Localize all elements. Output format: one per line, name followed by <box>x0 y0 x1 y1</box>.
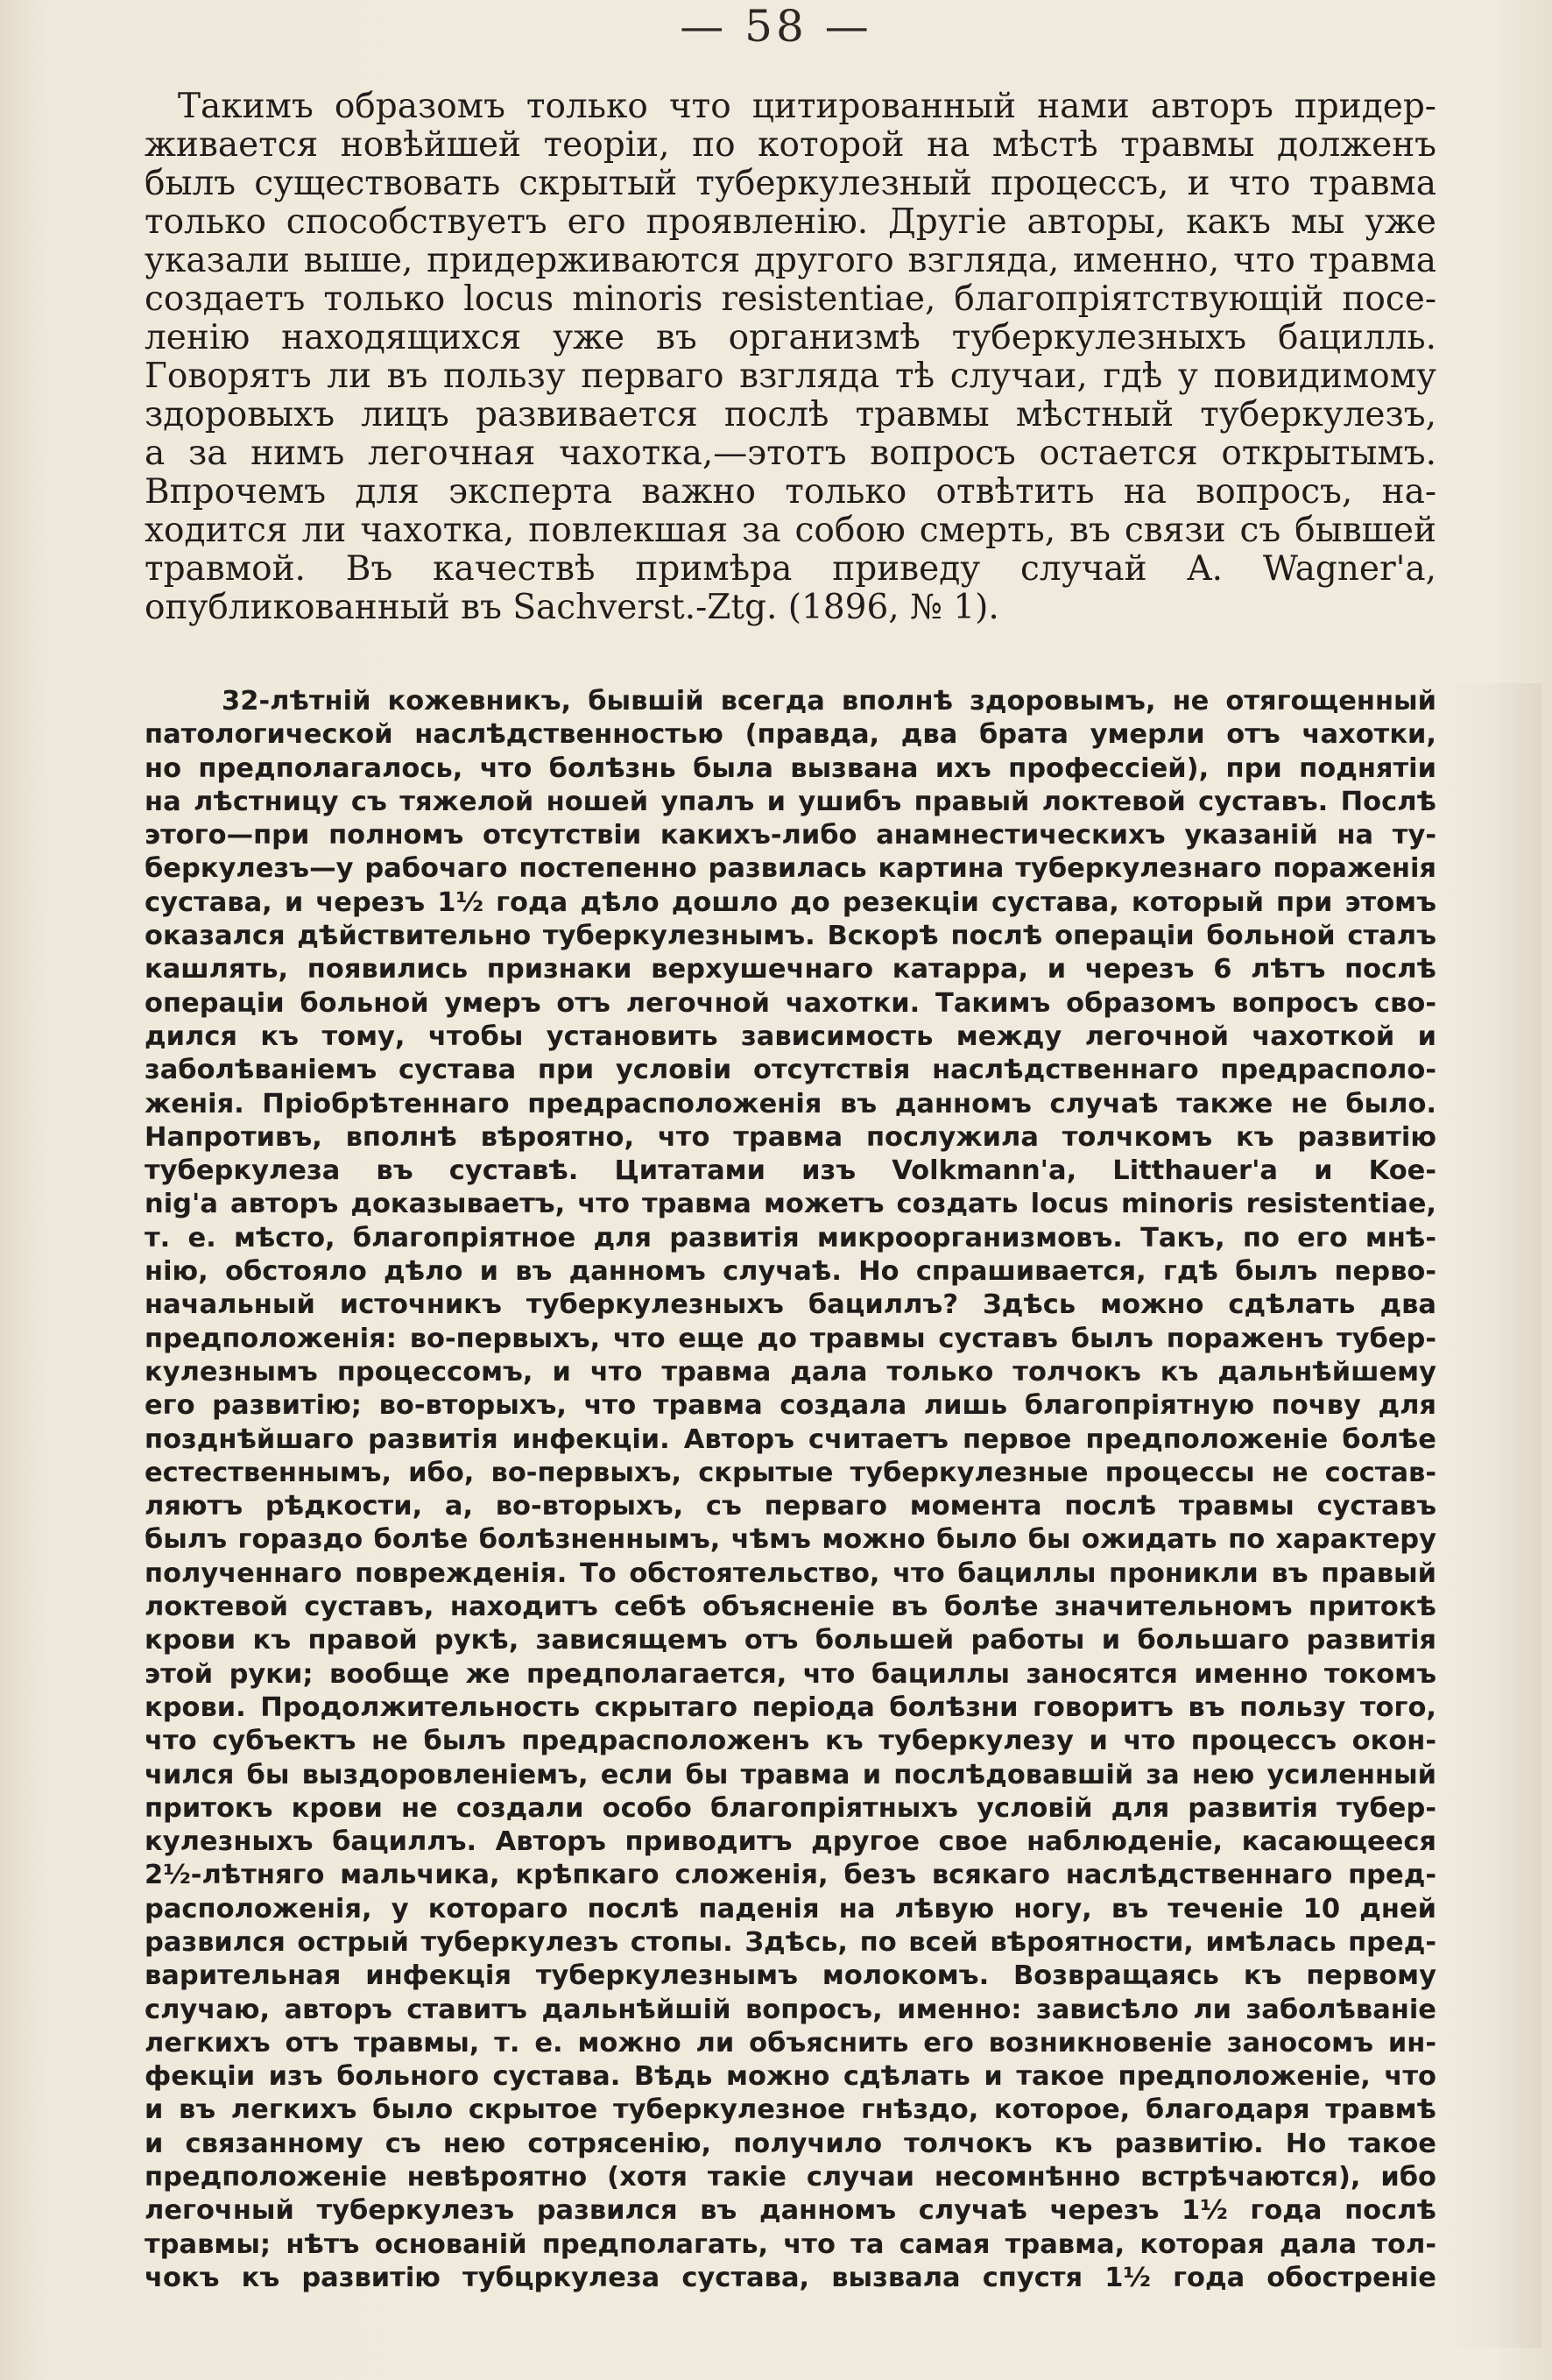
case-report-line: оказался дѣйствительно туберкулезнымъ. Вскорѣ послѣ операціи больной сталъ <box>145 921 1436 952</box>
case-report-line: и въ легкихъ было скрытое туберкулезное гнѣздо, которое, благодаря травмѣ <box>145 2094 1436 2126</box>
case-report-line: туберкулеза въ суставѣ. Цитатами изъ Volkmann'a, Litthauer'a и Koe- <box>145 1155 1436 1187</box>
case-report-line: nig'a авторъ доказываетъ, что травма можетъ создать locus minoris resistentiae, <box>145 1189 1436 1220</box>
case-report-line: дился къ тому, чтобы установить зависимость между легочной чахоткой и <box>145 1021 1436 1052</box>
case-report-line: на лѣстницу съ тяжелой ношей упалъ и ушибъ правый локтевой суставъ. Послѣ <box>145 786 1436 817</box>
case-report-line: что субъектъ не былъ предрасположенъ къ туберкулезу и что процессъ окон- <box>145 1726 1436 1757</box>
case-report-line: былъ гораздо болѣе болѣзненнымъ, чѣмъ можно было бы ожидать по характеру <box>145 1524 1436 1556</box>
case-report-line: беркулезъ—у рабочаго постепенно развилась картина туберкулезнаго пораженія <box>145 853 1436 885</box>
case-report-line: позднѣйшаго развитія инфекціи. Авторъ считаетъ первое предположеніе болѣе <box>145 1423 1436 1455</box>
case-report-line: Напротивъ, вполнѣ вѣроятно, что травма послужила толчкомъ къ развитію <box>145 1121 1436 1153</box>
case-report-line: расположенія, у котораго послѣ паденія на лѣвую ногу, въ теченіе 10 дней <box>145 1893 1436 1924</box>
case-report-line: крови къ правой рукѣ, зависящемъ отъ большей работы и большаго развитія <box>145 1625 1436 1656</box>
case-report-line: притокъ крови не создали особо благопріятныхъ условій для развитія тубер- <box>145 1792 1436 1824</box>
page-number: — 58 — <box>680 1 872 52</box>
case-report-line: кашлять, появились признаки верхушечнаго катарра, и черезъ 6 лѣтъ послѣ <box>145 954 1436 985</box>
case-report-line: женія. Пріобрѣтеннаго предрасположенія въ данномъ случаѣ также не было. <box>145 1088 1436 1119</box>
case-report-line: этого—при полномъ отсутствіи какихъ-либо анамнестическихъ указаній на ту- <box>145 820 1436 851</box>
lead-paragraph-line: Такимъ образомъ только что цитированный нами авторъ придер- <box>178 88 1436 126</box>
lead-paragraph-line: указали выше, придерживаются другого взгляда, именно, что травма <box>145 242 1436 280</box>
case-report-line: сустава, и черезъ 1½ года дѣло дошло до резекціи сустава, который при этомъ <box>145 886 1436 918</box>
case-report-line: естественнымъ, ибо, во-первыхъ, скрытые туберкулезные процессы не состав- <box>145 1457 1436 1488</box>
lead-paragraph-line: только способствуетъ его проявленію. Другіе авторы, какъ мы уже <box>145 203 1436 242</box>
case-report-line: 2½-лѣтняго мальчика, крѣпкаго сложенія, безъ всякаго наслѣдственнаго пред- <box>145 1860 1436 1891</box>
lead-paragraph-line: создаетъ только locus minoris resistentiae, благопріятствующій посе- <box>145 280 1436 319</box>
lead-paragraph-line: опубликованный въ Sachverst.-Ztg. (1896, № 1). <box>145 589 999 627</box>
lead-paragraph-line: былъ существовать скрытый туберкулезный процессъ, и что травма <box>145 165 1436 203</box>
case-report-line: случаю, авторъ ставитъ дальнѣйшій вопросъ, именно: зависѣло ли заболѣваніе <box>145 1994 1436 2025</box>
case-report-line: предположенія: во-первыхъ, что еще до травмы суставъ былъ пораженъ тубер- <box>145 1323 1436 1354</box>
case-report-line: и связанному съ нею сотрясенію, получило толчокъ къ развитію. Но такое <box>145 2128 1436 2159</box>
lead-paragraph-line: Говорятъ ли въ пользу перваго взгляда тѣ случаи, гдѣ у повидимому <box>145 357 1436 396</box>
case-report-line: варительная инфекція туберкулезнымъ молокомъ. Возвращаясь къ первому <box>145 1960 1436 1992</box>
case-report-line: патологической наслѣдственностью (правда, два брата умерли отъ чахотки, <box>145 719 1436 751</box>
case-report-line: легкихъ отъ травмы, т. е. можно ли объяснить его возникновеніе заносомъ ин- <box>145 2027 1436 2059</box>
lead-paragraph <box>145 88 1436 627</box>
case-report-line: предположеніе невѣроятно (хотя такіе случаи несомнѣнно встрѣчаются), ибо <box>145 2162 1436 2193</box>
lead-paragraph-line: а за нимъ легочная чахотка,—этотъ вопросъ остается открытымъ. <box>145 434 1436 473</box>
case-report-line: чокъ къ развитію тубцркулеза сустава, вызвала спустя 1½ года обостреніе <box>145 2262 1436 2293</box>
case-report-line: т. е. мѣсто, благопріятное для развитія микроорганизмовъ. Такъ, по его мнѣ- <box>145 1222 1436 1254</box>
case-report-line: но предполагалось, что болѣзнь была вызвана ихъ профессіей), при поднятіи <box>145 752 1436 784</box>
case-report-line: ляютъ рѣдкости, а, во-вторыхъ, съ перваго момента послѣ травмы суставъ <box>145 1491 1436 1522</box>
case-report-line: начальный источникъ туберкулезныхъ бациллъ? Здѣсь можно сдѣлать два <box>145 1289 1436 1321</box>
page-edge-shadow <box>1436 683 1541 2348</box>
lead-paragraph-line: Впрочемъ для эксперта важно только отвѣтить на вопросъ, на- <box>145 473 1436 512</box>
case-report-line: кулезныхъ бациллъ. Авторъ приводитъ другое свое наблюденіе, касающееся <box>145 1826 1436 1858</box>
lead-paragraph-line: ходится ли чахотка, повлекшая за собою смерть, въ связи съ бывшей <box>145 512 1436 550</box>
case-report-line: операціи больной умеръ отъ легочной чахотки. Такимъ образомъ вопросъ сво- <box>145 987 1436 1019</box>
case-report-line: фекціи изъ больного сустава. Вѣдь можно сдѣлать и такое предположеніе, что <box>145 2061 1436 2093</box>
lead-paragraph-line: здоровыхъ лицъ развивается послѣ травмы мѣстный туберкулезъ, <box>145 396 1436 434</box>
lead-paragraph-line: ленію находящихся уже въ организмѣ туберкулезныхъ бацилль. <box>145 319 1436 357</box>
case-report-line: кулезнымъ процессомъ, и что травма дала только толчокъ къ дальнѣйшему <box>145 1356 1436 1388</box>
case-report-line: локтевой суставъ, находитъ себѣ объясненіе въ болѣе значительномъ притокѣ <box>145 1592 1436 1623</box>
case-report-line: его развитію; во-вторыхъ, что травма создала лишь благопріятную почву для <box>145 1390 1436 1422</box>
case-report-line: 32-лѣтній кожевникъ, бывшій всегда вполнѣ здоровымъ, не отягощенный <box>222 686 1436 717</box>
case-report-line: легочный туберкулезъ развился въ данномъ случаѣ черезъ 1½ года послѣ <box>145 2195 1436 2227</box>
case-report-line: полученнаго поврежденія. То обстоятельство, что бациллы проникли въ правый <box>145 1557 1436 1589</box>
case-report-line: чился бы выздоровленіемъ, если бы травма и послѣдовавшій за нею усиленный <box>145 1759 1436 1790</box>
case-report-line: травмы; нѣтъ основаній предполагать, что та самая травма, которая дала тол- <box>145 2228 1436 2260</box>
case-report-line: крови. Продолжительность скрытаго періода болѣзни говоритъ въ пользу того, <box>145 1691 1436 1723</box>
case-report-paragraph <box>145 685 1436 2295</box>
case-report-line: этой руки; вообще же предполагается, что бациллы заносятся именно токомъ <box>145 1658 1436 1690</box>
case-report-line: развился острый туберкулезъ стопы. Здѣсь, по всей вѣроятности, имѣлась пред- <box>145 1926 1436 1958</box>
case-report-line: заболѣваніемъ сустава при условіи отсутствія наслѣдственнаго предрасполо- <box>145 1055 1436 1086</box>
lead-paragraph-line: живается новѣйшей теоріи, по которой на мѣстѣ травмы долженъ <box>145 126 1436 165</box>
lead-paragraph-line: травмой. Въ качествѣ примѣра приведу случай A. Wagner'a, <box>145 550 1436 589</box>
case-report-line: нію, обстояло дѣло и въ данномъ случаѣ. Но спрашивается, гдѣ былъ перво- <box>145 1256 1436 1288</box>
